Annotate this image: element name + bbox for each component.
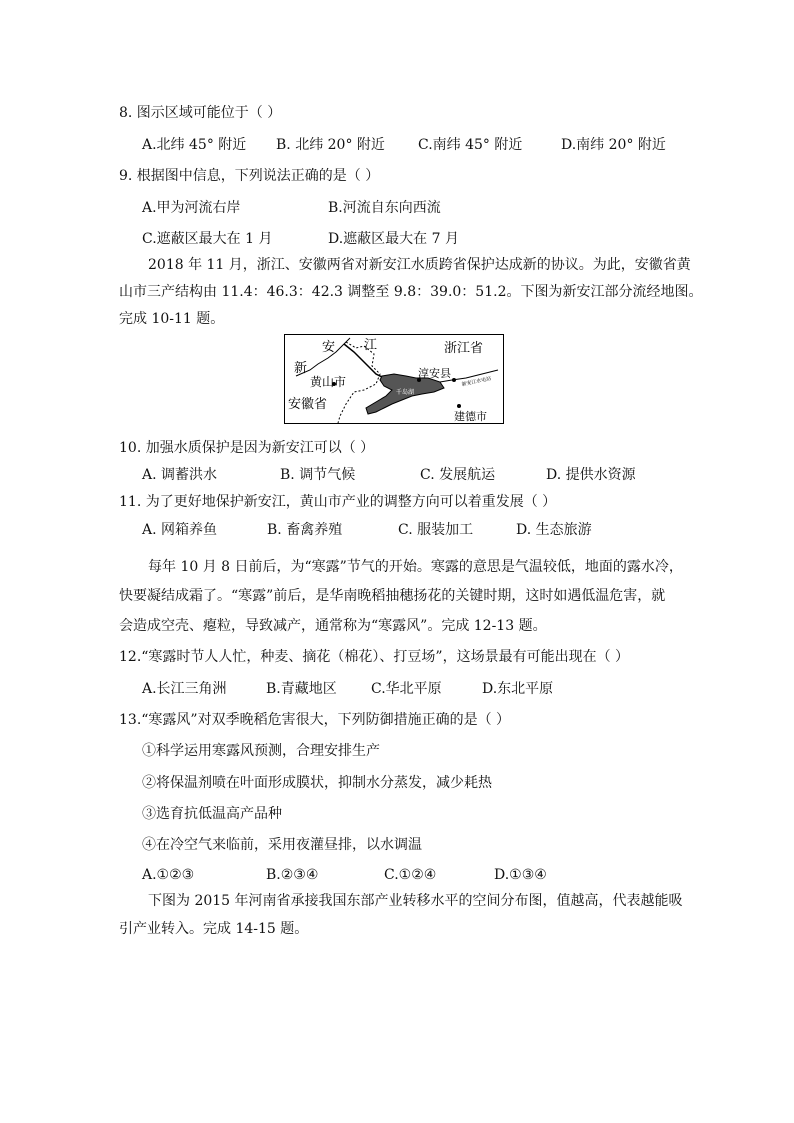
map-label-zhejiang: 浙江省 — [444, 341, 484, 356]
passage-3-line-2: 引产业转入。完成 14-15 题。 — [119, 921, 309, 937]
q13-item-3: ③选育抗低温高产品种 — [142, 806, 282, 822]
q9-option-b: B.河流自东向西流 — [328, 200, 441, 216]
passage-1-line-1: 2018 年 11 月，浙江、安徽两省对新安江水质跨省保护达成新的协议。为此，安徽省黄 — [148, 257, 691, 273]
question-9-stem: 9. 根据图中信息，下列说法正确的是（ ） — [119, 168, 380, 184]
q10-option-d: D. 提供水资源 — [546, 467, 636, 483]
passage-3-line-1: 下图为 2015 年河南省承接我国东部产业转移水平的空间分布图，值越高，代表越能吸 — [148, 893, 683, 909]
map-label-huangshan: 黄山市 — [310, 375, 347, 389]
q9-option-a: A.甲为河流右岸 — [142, 200, 241, 216]
q10-option-c: C. 发展航运 — [420, 467, 496, 483]
map-label-lake: 千岛湖 — [396, 389, 415, 396]
q11-option-a: A. 网箱养鱼 — [142, 522, 218, 538]
q12-option-b: B.青藏地区 — [266, 681, 337, 697]
question-13-stem: 13.“寒露风”对双季晚稻危害很大，下列防御措施正确的是（ ） — [119, 712, 511, 728]
q13-item-4: ④在冷空气来临前，采用夜灌昼排，以水调温 — [142, 837, 422, 853]
q10-option-b: B. 调节气候 — [280, 467, 356, 483]
q8-option-d: D.南纬 20° 附近 — [561, 137, 666, 153]
q9-option-d: D.遮蔽区最大在 7 月 — [328, 231, 459, 247]
q12-option-a: A.长江三角洲 — [142, 681, 227, 697]
passage-1-line-3: 完成 10-11 题。 — [119, 311, 225, 327]
q9-option-c: C.遮蔽区最大在 1 月 — [142, 231, 273, 247]
q13-option-d: D.①③④ — [494, 867, 547, 883]
map-label-anhui: 安徽省 — [288, 397, 328, 412]
passage-2-line-3: 会造成空壳、瘪粒，导致减产，通常称为“寒露风”。完成 12-13 题。 — [119, 618, 547, 634]
q12-option-d: D.东北平原 — [482, 681, 554, 697]
map-label-dam: 新安江水电站 — [461, 375, 492, 388]
q10-option-a: A. 调蓄洪水 — [142, 467, 218, 483]
map-label-an: 安 — [322, 340, 336, 355]
q13-item-1: ①科学运用寒露风预测，合理安排生产 — [142, 743, 380, 759]
passage-1-line-2: 山市三产结构由 11.4：46.3：42.3 调整至 9.8：39.0：51.2。下图为新安江部分流经地图。 — [119, 284, 703, 300]
q13-option-a: A.①②③ — [142, 867, 195, 883]
q11-option-c: C. 服装加工 — [398, 522, 474, 538]
passage-2-line-1: 每年 10 月 8 日前后，为“寒露”节气的开始。寒露的意思是气温较低，地面的露水冷， — [148, 559, 683, 575]
question-10-stem: 10. 加强水质保护是因为新安江可以（ ） — [119, 440, 375, 456]
q13-item-2: ②将保温剂喷在叶面形成膜状，抑制水分蒸发，减少耗热 — [142, 775, 492, 791]
q12-option-c: C.华北平原 — [371, 681, 442, 697]
question-8-stem: 8. 图示区域可能位于（ ） — [119, 105, 282, 121]
q13-option-b: B.②③④ — [266, 867, 319, 883]
q13-option-c: C.①②④ — [384, 867, 437, 883]
xinanjiang-map — [284, 334, 504, 424]
map-label-jiande: 建德市 — [454, 410, 487, 423]
jiande-marker — [457, 404, 461, 408]
q11-option-d: D. 生态旅游 — [516, 522, 592, 538]
map-label-xin: 新 — [294, 361, 308, 376]
q8-option-a: A.北纬 45° 附近 — [142, 137, 247, 153]
map-label-jiang: 江 — [364, 338, 378, 353]
dam-marker — [452, 378, 456, 382]
q8-option-b: B. 北纬 20° 附近 — [276, 137, 385, 153]
question-11-stem: 11. 为了更好地保护新安江，黄山市产业的调整方向可以着重发展（ ） — [119, 494, 557, 510]
passage-2-line-2: 快要凝结成霜了。“寒露”前后，是华南晚稻抽穗扬花的关键时期，这时如遇低温危害，就 — [119, 588, 666, 604]
question-12-stem: 12.“寒露时节人人忙，种麦、摘花（棉花）、打豆场”，这场景最有可能出现在（ ） — [119, 649, 630, 665]
q11-option-b: B. 畜禽养殖 — [267, 522, 343, 538]
q8-option-c: C.南纬 45° 附近 — [418, 137, 523, 153]
map-label-chunan: 淳安县 — [418, 367, 451, 380]
